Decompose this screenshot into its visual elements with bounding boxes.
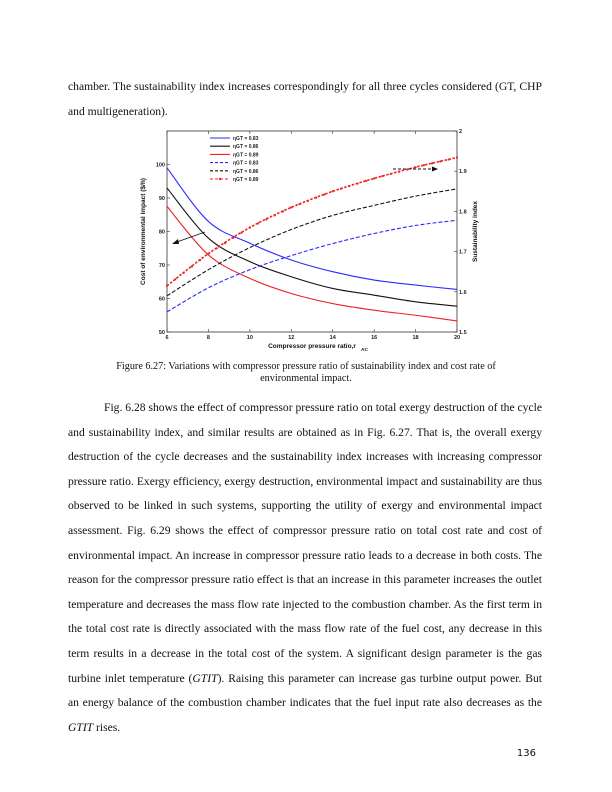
legend-entry: ηGT = 0.89 xyxy=(233,152,259,159)
figure-6-27-chart xyxy=(130,120,490,360)
figure-caption: Figure 6.27: Variations with compressor pressure ratio of sustainability index and cost rate of environmental impact. xyxy=(116,361,496,384)
y2-tick-label: 1.9 xyxy=(459,169,467,176)
x-tick-label: 18 xyxy=(412,335,419,341)
legend-entry: ηGT = 0.89 xyxy=(233,177,259,183)
body-text-2: ). Raising this parameter can increase gas turbine output power. But an energy balance of the combustion chamber indicates that the fuel input rate also decreases as the xyxy=(68,671,542,710)
x-tick-label: 20 xyxy=(453,335,461,341)
y-tick-label: 100 xyxy=(155,162,165,169)
x-tick-label: 12 xyxy=(288,335,295,341)
x-tick-label: 14 xyxy=(329,335,336,341)
legend-entry: ηGT = 0.83 xyxy=(233,136,259,142)
legend-entry: ηGT = 0.86 xyxy=(233,144,259,151)
x-tick-label: 16 xyxy=(371,335,378,341)
svg-text:AC: AC xyxy=(361,348,368,353)
body-paragraph xyxy=(68,396,542,740)
x-tick-label: 8 xyxy=(206,335,210,341)
y2-axis-label: Sustainability index xyxy=(472,200,479,263)
y-tick-label: 80 xyxy=(158,229,165,236)
y2-tick-label: 1.7 xyxy=(459,249,467,256)
y2-tick-label: 2 xyxy=(459,129,463,135)
y-axis-label: Cost of environmental impact ($/h) xyxy=(140,178,147,285)
legend-entry: ηGT = 0.83 xyxy=(233,160,259,167)
y2-tick-label: 1.8 xyxy=(459,209,467,216)
body-italic-gtit-2: GTIT xyxy=(68,720,94,734)
body-text-1: Fig. 6.28 shows the effect of compressor pressure ratio on total exergy destruction of the cycle and sustainability index, and similar results are obtained as in Fig. 6.27. That is, the overall exergy destruction of the cycle decreases and the sustainability index increases with increasing compressor pressure ratio. Exergy efficiency, exergy destruction, environmental impact and sustainability are thus observed to be linked in such systems, supporting the utility of exergy and environmental impact assessment. Fig. 6.29 shows the effect of compressor pressure ratio on total cost rate and cost of environmental impact. An increase in compressor pressure ratio leads to a decrease in both costs. The reason for the compressor pressure ratio effect is that an increase in this parameter increases the outlet temperature and decreases the mass flow rate injected to the combustion chamber. As the first term in the total cost rate is directly associated with the mass flow rate of the fuel cost, any decrease in this term results in a decrease in the total cost of the system. A significant design parameter is the gas turbine inlet temperature ( xyxy=(68,401,542,685)
dual-axis-line-chart xyxy=(130,120,490,360)
y2-tick-label: 1.6 xyxy=(459,289,467,296)
y-tick-label: 90 xyxy=(158,196,165,202)
x-tick-label: 6 xyxy=(165,335,169,341)
y-tick-label: 60 xyxy=(158,296,165,303)
body-text-3: rises. xyxy=(93,720,121,734)
body-italic-gtit-1: GTIT xyxy=(192,671,218,685)
legend-entry: ηGT = 0.86 xyxy=(233,168,259,175)
y2-tick-label: 1.5 xyxy=(459,330,467,336)
top-paragraph: chamber. The sustainability index increases correspondingly for all three cycles considered (GT, CHP and multigeneration). xyxy=(68,80,542,118)
page-number: 136 xyxy=(516,748,536,759)
y-tick-label: 50 xyxy=(158,330,165,336)
y-tick-label: 70 xyxy=(158,263,165,269)
x-axis-label: Compressor pressure ratio,r xyxy=(268,343,356,350)
x-tick-label: 10 xyxy=(246,335,253,341)
